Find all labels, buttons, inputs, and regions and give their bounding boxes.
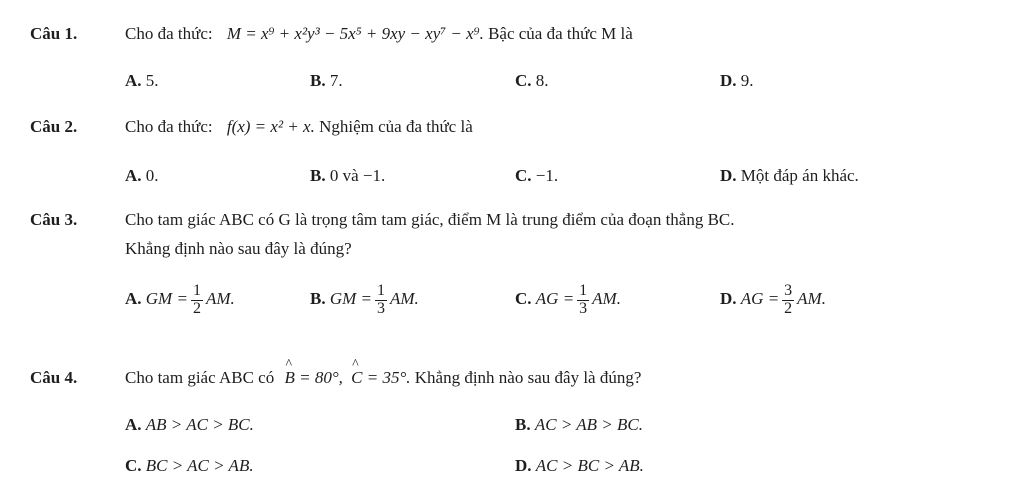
question-stem-line-1: Cho tam giác ABC có G là trọng tâm tam giác, điểm M là trung điểm của đoạn thẳng BC. bbox=[125, 210, 735, 229]
fraction: $\frac{3}{2}$ bbox=[784, 282, 793, 317]
option-b[interactable]: B. 7. bbox=[310, 71, 343, 90]
option-b[interactable]: B. GM = $\frac{1}{3}$ AM. bbox=[310, 282, 419, 317]
question-stem: Cho đa thức: M = x⁹ + x²y³ − 5x⁵ + 9xy − xy⁷ − x⁹. Bậc của đa thức M là bbox=[125, 24, 633, 43]
option-d[interactable]: D. AG = $\frac{3}{2}$ AM. bbox=[720, 282, 826, 317]
option-d[interactable]: D. 9. bbox=[720, 71, 754, 90]
option-c[interactable]: C. AG = $\frac{1}{3}$ AM. bbox=[515, 282, 621, 317]
fraction: $\frac{1}{3}$ bbox=[377, 282, 386, 317]
question-label: Câu 4. bbox=[30, 368, 78, 387]
option-c[interactable]: C. BC > AC > AB. bbox=[125, 456, 254, 475]
question-label: Câu 3. bbox=[30, 210, 78, 229]
fraction: $\frac{1}{2}$ bbox=[192, 282, 201, 317]
option-d[interactable]: D. Một đáp án khác. bbox=[720, 166, 859, 185]
option-b[interactable]: B. AC > AB > BC. bbox=[515, 415, 643, 434]
option-a[interactable]: A. 0. bbox=[125, 166, 159, 185]
question-stem-line-2: Khẳng định nào sau đây là đúng? bbox=[125, 239, 352, 258]
question-stem: Cho đa thức: f(x) = x² + x. Nghiệm của đa thức là bbox=[125, 117, 473, 136]
option-a[interactable]: A. AB > AC > BC. bbox=[125, 415, 254, 434]
option-d[interactable]: D. AC > BC > AB. bbox=[515, 456, 644, 475]
option-b[interactable]: B. 0 và −1. bbox=[310, 166, 386, 185]
question-label: Câu 2. bbox=[30, 117, 78, 136]
fraction: $\frac{1}{3}$ bbox=[579, 282, 588, 317]
angle-c: ^ C bbox=[351, 369, 362, 386]
option-c[interactable]: C. −1. bbox=[515, 166, 559, 185]
polynomial-expression: M = x⁹ + x²y³ − 5x⁵ + 9xy − xy⁷ − x⁹. bbox=[226, 24, 484, 43]
option-c[interactable]: C. 8. bbox=[515, 71, 549, 90]
question-label: Câu 1. bbox=[30, 24, 78, 43]
function-expression: f(x) = x² + x. bbox=[226, 117, 315, 136]
angle-b: ^ B bbox=[284, 369, 294, 386]
option-a[interactable]: A. GM = $\frac{1}{2}$ AM. bbox=[125, 282, 235, 317]
question-stem: Cho tam giác ABC có ^ B = 80°, ^ C = 35°. Khẳng định nào sau đây là đúng? bbox=[125, 369, 641, 386]
option-a[interactable]: A. 5. bbox=[125, 71, 159, 90]
